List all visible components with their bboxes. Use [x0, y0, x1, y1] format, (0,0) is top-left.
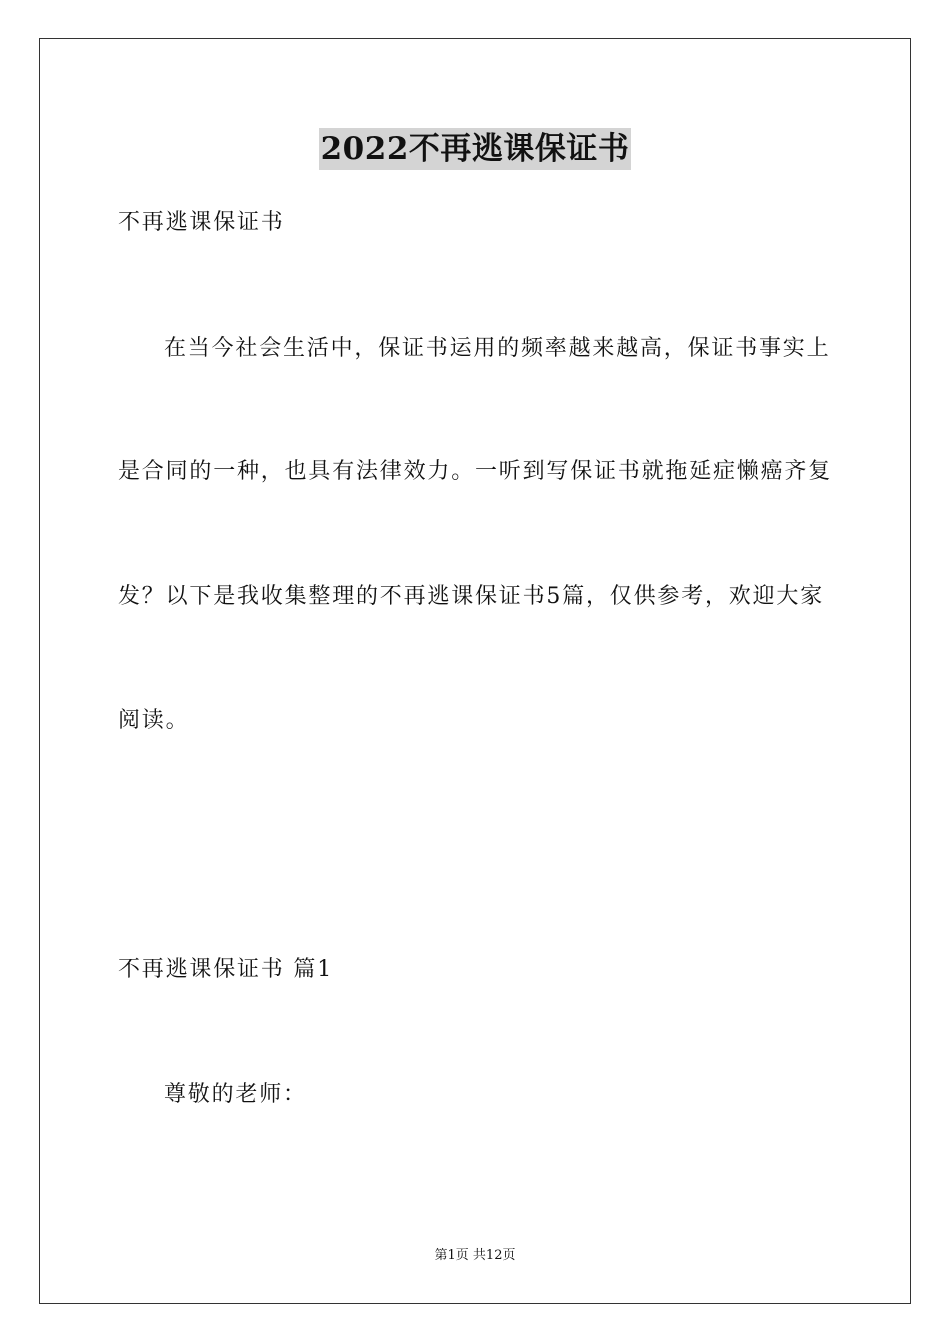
intro-line-3: 发？以下是我收集整理的不再逃课保证书5篇，仅供参考，欢迎大家	[118, 584, 824, 609]
intro-line-4: 阅读。	[118, 708, 190, 733]
title-container	[0, 128, 950, 170]
document-subtitle: 不再逃课保证书	[118, 210, 285, 235]
intro-line-1: 在当今社会生活中，保证书运用的频率越来越高，保证书事实上	[164, 336, 831, 361]
page-footer: 第1页 共12页	[434, 1248, 516, 1263]
intro-line-2: 是合同的一种，也具有法律效力。一听到写保证书就拖延症懒癌齐复	[118, 459, 833, 484]
section-heading: 不再逃课保证书 篇1	[118, 957, 333, 982]
salutation: 尊敬的老师：	[164, 1082, 307, 1107]
document-title: 2022不再逃课保证书	[319, 128, 632, 170]
